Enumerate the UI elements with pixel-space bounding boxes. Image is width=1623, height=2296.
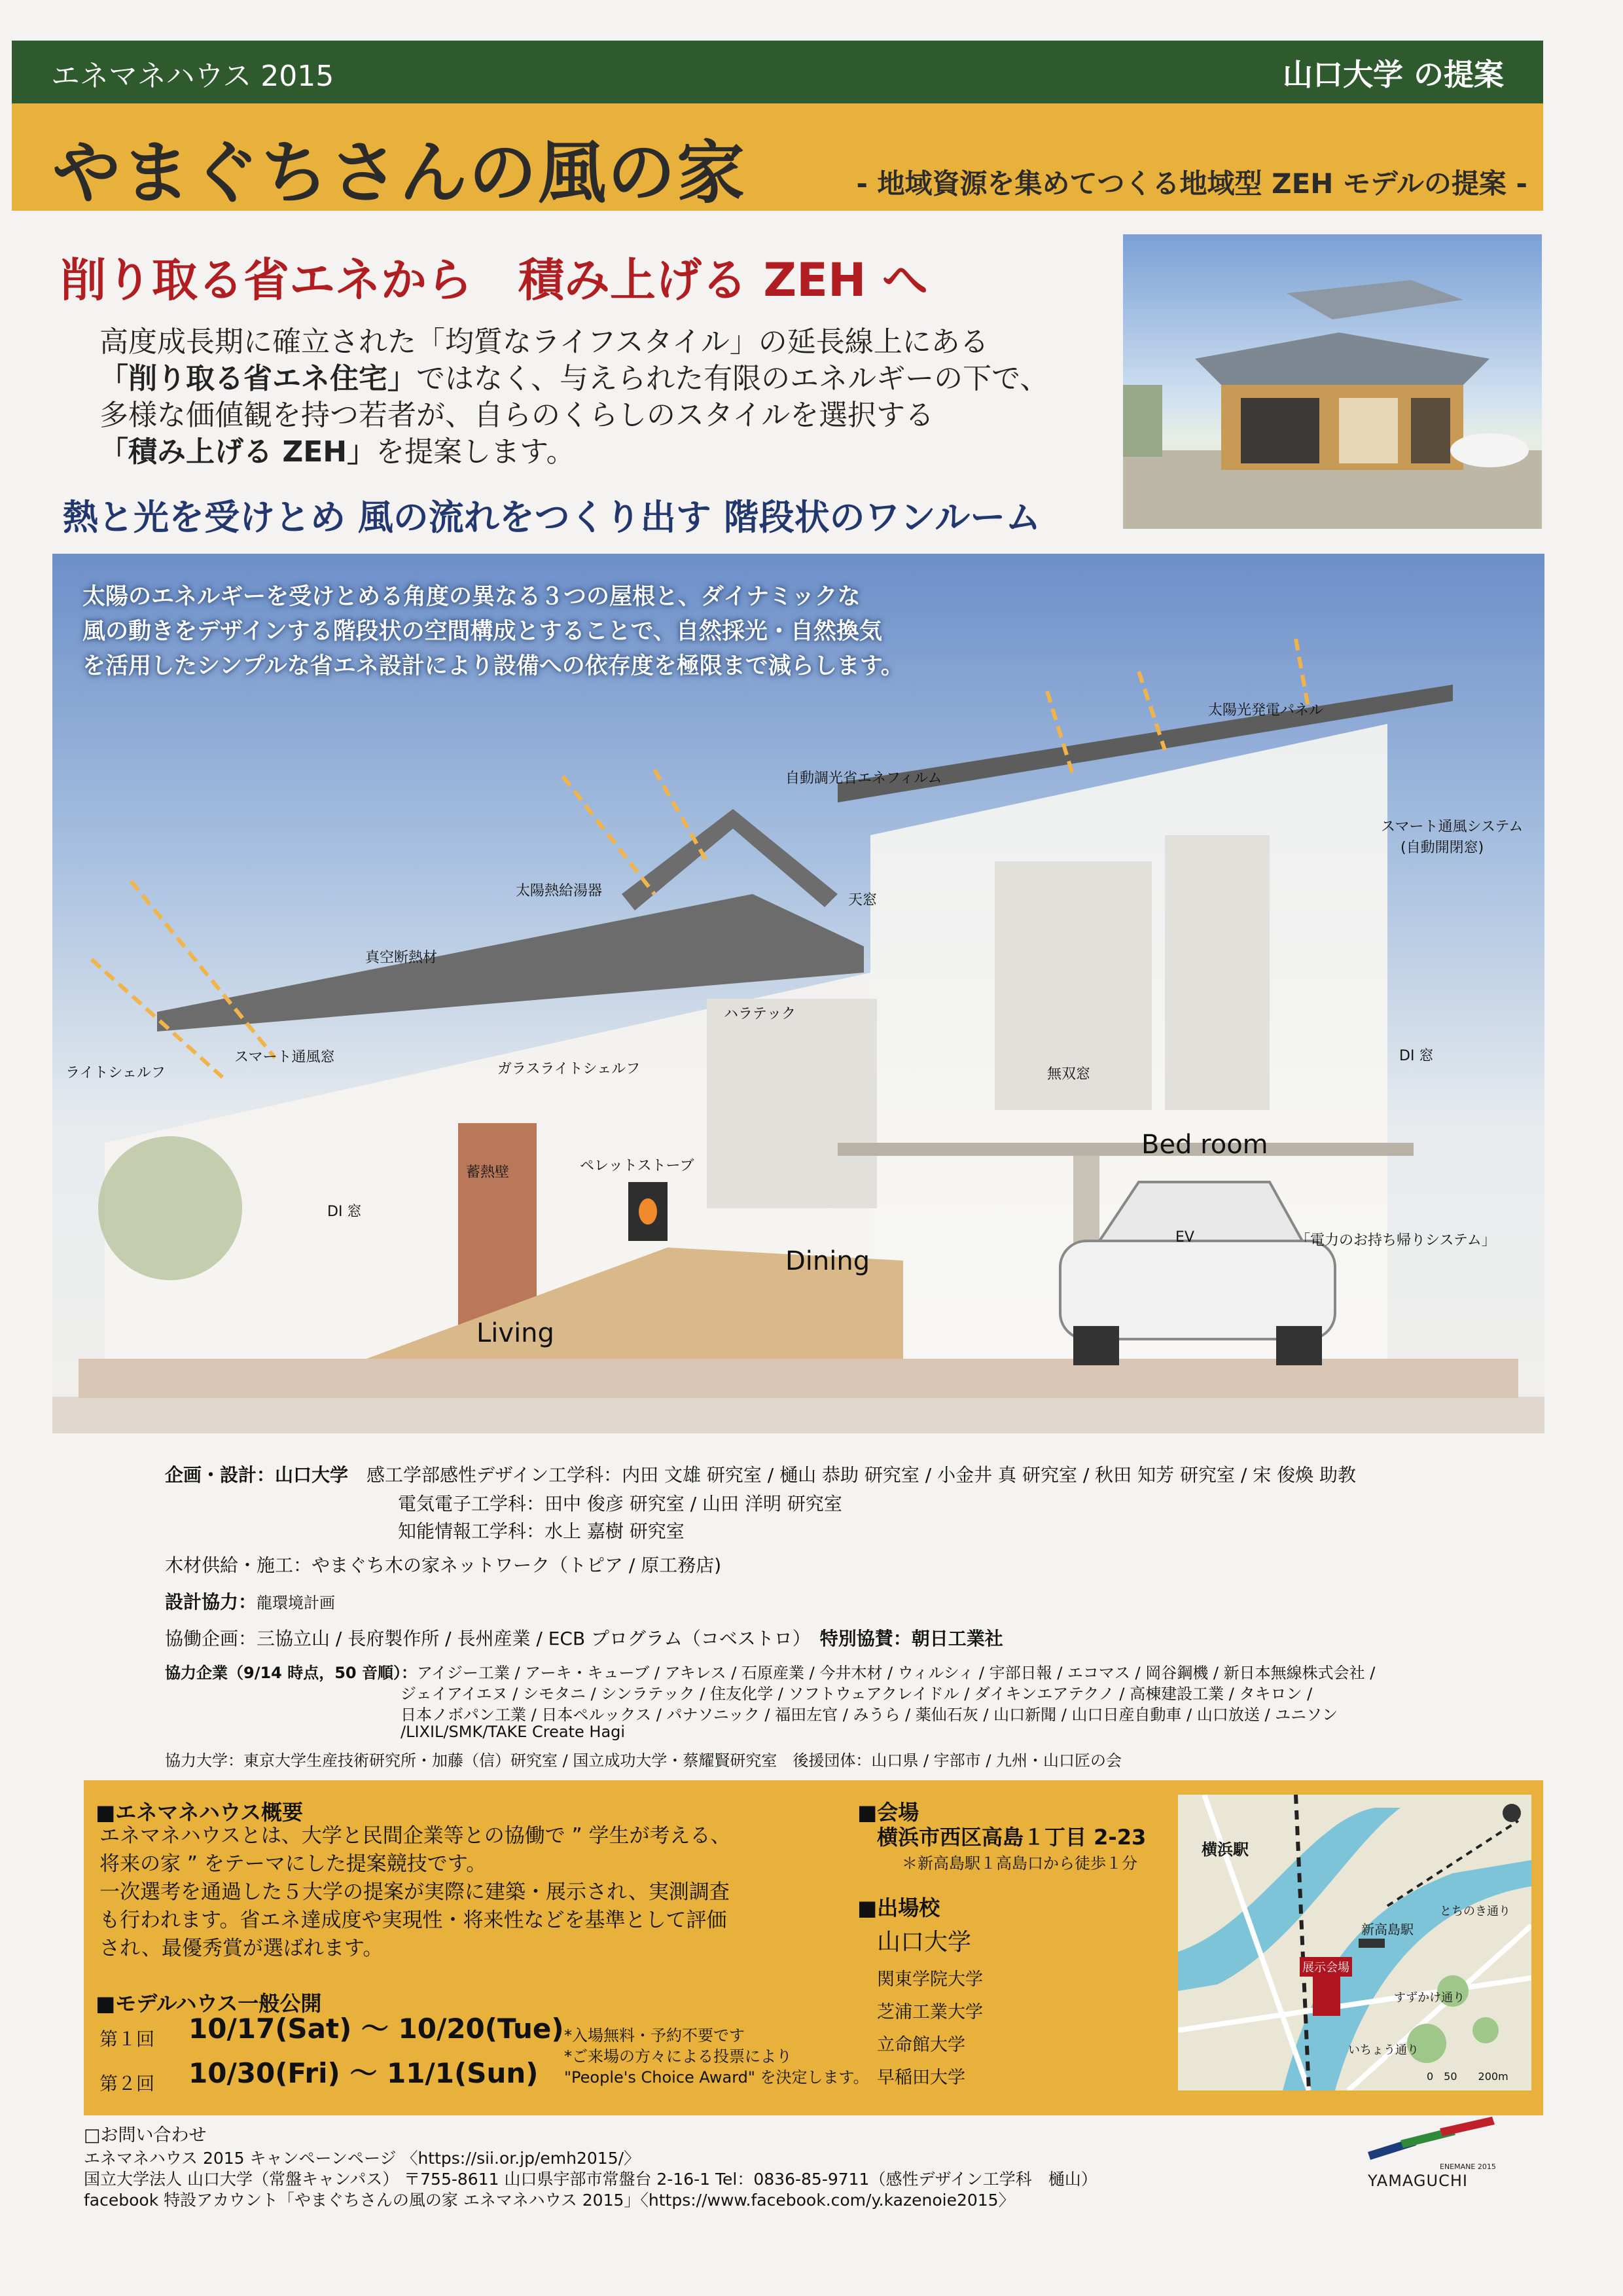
header-bar [12,41,1543,103]
contact-line-1: エネマネハウス 2015 キャンペーンページ 〈https://sii.or.jp/emh2015/〉 [84,2149,641,2168]
school-list: 関東学院大学 芝浦工業大学 立命館大学 早稲田大学 [877,1969,983,2088]
intro-line-3: 多様な価値観を持つ若者が、自らのくらしのスタイルを選択する [99,399,935,432]
session-2-label: 第２回 [99,2073,155,2094]
page-subtitle: - 地域資源を集めてつくる地域型 ZEH モデルの提案 - [856,168,1527,200]
label-living: Living [476,1318,554,1348]
session-2-dates: 10/30(Fri) 〜 11/1(Sun) [188,2057,539,2089]
session-1-dates: 10/17(Sat) 〜 10/20(Tue) [188,2013,564,2045]
intro-line-1: 高度成長期に確立された「均質なライフスタイル」の延長線上にある [99,325,989,359]
house-rendering-image [1123,234,1542,529]
house-section-diagram [52,554,1544,1433]
credits-companies: 協力企業（9/14 時点，50 音順）：アイジー工業 / アーキ・キューブ / アキレス / 石原産業 / 今井木材 / ウィルシィ / 宇部日報 / エコマス / 岡谷鋼機 / 新日本無線株式会社 / [165,1664,1376,1682]
map-venue: 展示会場 [1300,1957,1352,1977]
overview-heading: ■エネマネハウス概要 [96,1800,303,1825]
subheadline: 熱と光を受けとめ 風の流れをつくり出す 階段状のワンルーム [63,497,1041,538]
map-street-icho: いちょう通り [1348,2043,1419,2057]
school-yamaguchi: 山口大学 [877,1929,972,1956]
contact-heading: □お問い合わせ [84,2125,207,2145]
venue-heading: ■会場 [857,1800,919,1825]
map-new-station: 新高島駅 [1361,1922,1414,1937]
proposer: 山口大学 の提案 [1282,57,1504,92]
label-harateck: ハラテック [724,1006,796,1022]
label-solar-panel: 太陽光発電パネル [1208,702,1324,719]
headline: 削り取る省エネから 積み上げる ZEH へ [60,253,928,307]
label-glass-light-shelf: ガラスライトシェルフ [497,1061,641,1077]
credits-companies-line-2: ジェイアイエヌ / シモタニ / シンラテック / 住友化学 / ソフトウェアクレイドル / ダイキンエアテクノ / 高棟建設工業 / タキロン / [401,1685,1313,1703]
logo-text: YAMAGUCHI [1368,2172,1468,2190]
credits-collab-plan: 協働企画：三協立山 / 長府製作所 / 長州産業 / ECB プログラム（コベストロ） 特別協賛：朝日工業社 [165,1628,1003,1649]
label-solar-water-heater: 太陽熱給湯器 [516,883,603,899]
logo-small-text: ENEMANE 2015 [1440,2162,1496,2171]
venue-address: 横浜市西区高島１丁目 2-23 [877,1825,1147,1850]
label-vacuum-insulation: 真空断熱材 [365,950,438,966]
label-muso-window: 無双窓 [1047,1066,1091,1083]
credits-design-line-2: 電気電子工学科：田中 俊彦 研究室 / 山田 洋明 研究室 [398,1493,842,1515]
intro-line-4: 「積み上げる ZEH」を提案します。 [99,435,575,469]
credits-companies-line-3: 日本ノボパン工業 / 日本ペルックス / パナソニック / 福田左官 / みうら / 薬仙石灰 / 山口新聞 / 山口日産自動車 / 山口放送 / ユニソン [401,1706,1338,1724]
contact-line-3: facebook 特設アカウント「やまぐちさんの風の家 エネマネハウス 2015」〈https://www.facebook.com/y.kazenoie2015〉 [84,2191,1015,2210]
label-light-shelf: ライトシェルフ [65,1065,166,1081]
schools-heading: ■出場校 [857,1895,940,1920]
label-smart-vent-system: スマート通風システム [1381,819,1524,835]
session-1-label: 第１回 [99,2028,155,2050]
map-street-tochinoki: とちのき通り [1440,1905,1510,1918]
venue-map [1178,1795,1531,2090]
label-di-window-right: DI 窓 [1399,1048,1434,1064]
label-pellet-stove: ペレットストーブ [580,1158,694,1174]
label-dining: Dining [785,1246,870,1276]
label-auto-open: (自動開閉窓) [1400,840,1484,856]
map-scale: 0 50 200m [1427,2070,1508,2083]
label-power-carry-system: 「電力のお持ち帰りシステム」 [1296,1232,1496,1249]
label-ev: EV [1175,1229,1194,1246]
yamaguchi-logo [1361,2113,1505,2191]
label-di-window-left: DI 窓 [327,1204,362,1220]
label-bed-room: Bed room [1141,1130,1268,1160]
label-skylight: 天窓 [848,892,878,908]
credits-universities: 協力大学：東京大学生産技術研究所・加藤（信）研究室 / 国立成功大学・蔡耀賢研究室 後援団体：山口県 / 宇部市 / 九州・山口匠の会 [165,1751,1122,1770]
page-title: やまぐちさんの風の家 [52,133,747,213]
credits-design-coop: 設計協力：龍環境計画 [165,1591,336,1613]
credits-timber: 木材供給・施工：やまぐち木の家ネットワーク（トピア / 原工務店) [165,1554,722,1576]
public-heading: ■モデルハウス一般公開 [96,1991,322,2016]
contact-line-2: 国立大学法人 山口大学（常盤キャンパス） 〒755-8611 山口県宇部市常盤台 2-16-1 Tel：0836-85-9711（感性デザイン工学科 樋山） [84,2170,1097,2189]
public-notes: *入場無料・予約不要です *ご来場の方々による投票により "People's Choice Award" を決定します。 [564,2026,869,2087]
label-auto-film: 自動調光省エネフィルム [785,770,942,787]
map-street-suzukake: すずかけ通り [1394,1991,1465,2005]
section-caption: 太陽のエネルギーを受けとめる角度の異なる３つの屋根と、ダイナミックな 風の動きをデザインする階段状の空間構成とすることで、自然採光・自然換気 を活用したシンプルな省エネ設計により設備への依存度を極限まで減らします。 [82,584,904,679]
intro-line-2: 「削り取る省エネ住宅」ではなく、与えられた有限のエネルギーの下で、 [99,362,1049,395]
credits-companies-line-4: /LIXIL/SMK/TAKE Create Hagi [401,1723,626,1741]
label-thermal-wall: 蓄熱壁 [466,1164,510,1181]
venue-note: ＊新高島駅１高島口から徒歩１分 [902,1854,1137,1873]
credits-design-line-3: 知能情報工学科：水上 嘉樹 研究室 [398,1520,685,1542]
credits-design: 企画・設計：山口大学 感工学部感性デザイン工学科：内田 文雄 研究室 / 樋山 恭助 研究室 / 小金井 真 研究室 / 秋田 知芳 研究室 / 宋 俊煥 助教 [165,1464,1357,1486]
event-name: エネマネハウス 2015 [51,60,334,93]
map-yokohama-station: 横浜駅 [1202,1840,1249,1859]
label-smart-vent-window: スマート通風窓 [234,1049,335,1066]
title-bar [12,103,1543,211]
overview-text: エネマネハウスとは、大学と民間企業等との協働で ” 学生が考える、 将来の家 ” をテーマにした提案競技です。 一次選考を通過した５大学の提案が実際に建築・展示され、実測調査 も行われます。省エネ達成度や実現性・将来性などを基準として評価 され、最優秀賞が選ばれます。 [99,1824,731,1960]
